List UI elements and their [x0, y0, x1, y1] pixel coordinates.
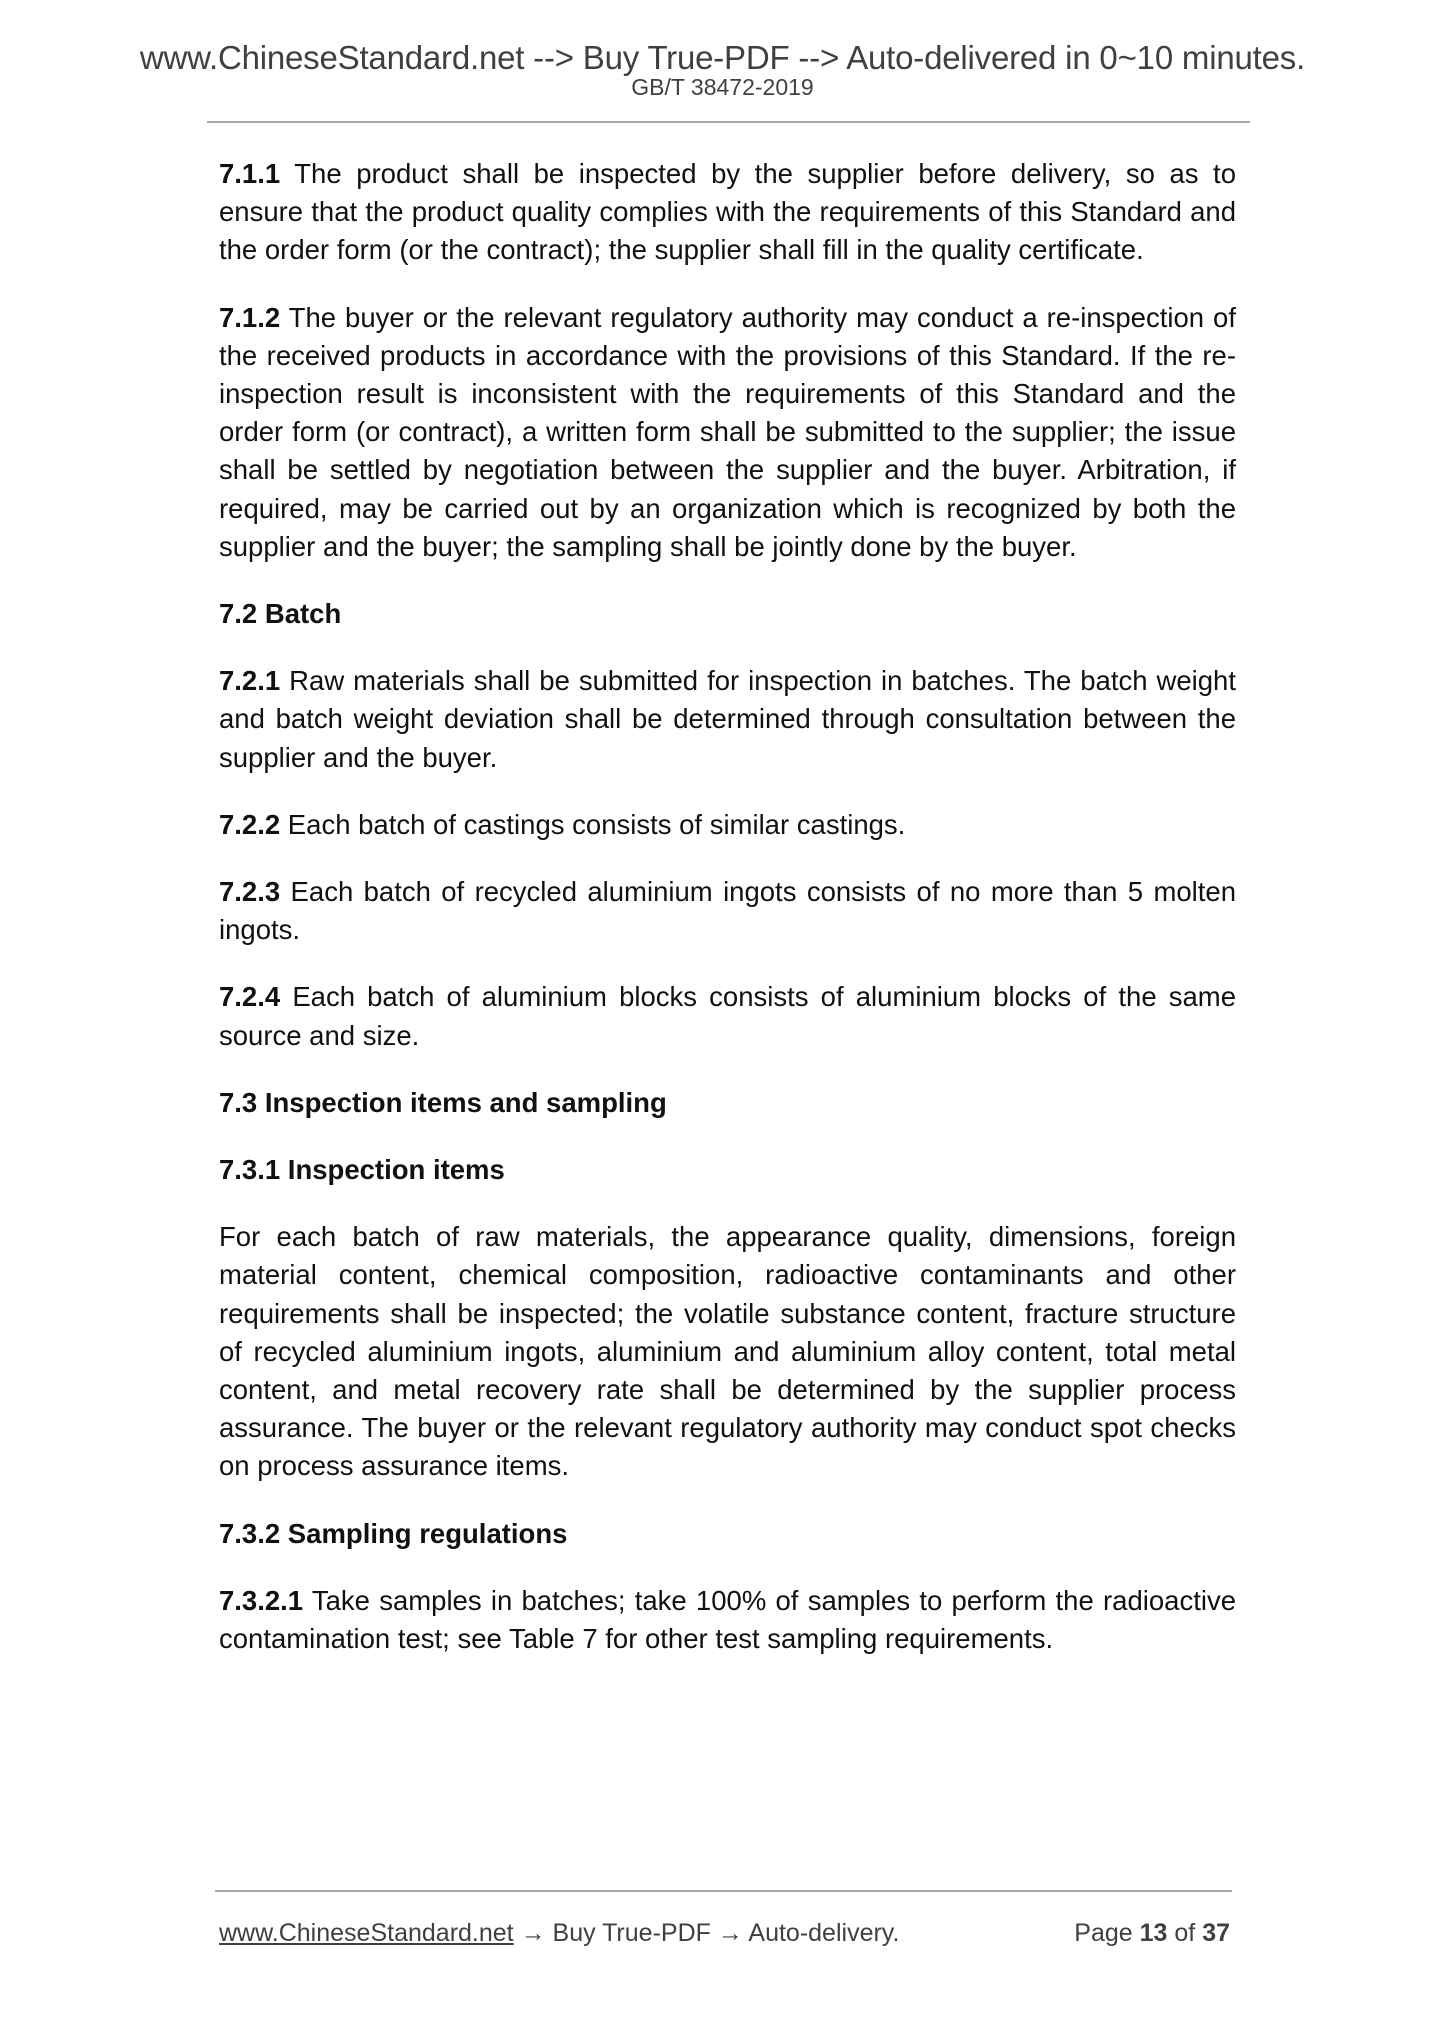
- footer-promo: [219, 1918, 899, 1948]
- clause-7-3-2-1: [219, 1582, 1236, 1658]
- document-body: [219, 155, 1236, 1687]
- clause-text: Raw materials shall be submitted for inspection in batches. The batch weight and batch weight deviation shall be determined through consultation between the supplier and the buyer.: [219, 665, 1236, 773]
- clause-text: Each batch of castings consists of similar castings.: [280, 808, 906, 840]
- standard-number: GB/T 38472-2019: [631, 74, 814, 100]
- section-heading-7-3: 7.3 Inspection items and sampling: [219, 1086, 667, 1118]
- clause-7-2-3: [219, 873, 1236, 949]
- clause-7-1-1: [219, 155, 1236, 270]
- inspection-items-paragraph: For each batch of raw materials, the appearance quality, dimensions, foreign material content, chemical composition, radioactive contaminants and other requirements shall be inspected; the volatile substance content, fracture structure of recycled aluminium ingots, aluminium and aluminium alloy content, total metal content, and metal recovery rate shall be determined by the supplier process assurance. The buyer or the relevant regulatory authority may conduct spot checks on process assurance items.: [219, 1221, 1236, 1482]
- clause-number: 7.1.1: [219, 158, 281, 189]
- page-footer: [219, 1918, 1230, 1948]
- clause-text: Each batch of recycled aluminium ingots consists of no more than 5 molten ingots.: [219, 876, 1236, 946]
- header-divider: [207, 121, 1250, 123]
- page-indicator: Page 13 of 37: [1074, 1919, 1230, 1947]
- section-heading-7-3-2: 7.3.2 Sampling regulations: [219, 1517, 568, 1549]
- clause-number: 7.2.1: [219, 665, 281, 697]
- clause-number: 7.2.4: [219, 981, 281, 1013]
- clause-text: The buyer or the relevant regulatory authority may conduct a re-inspection of the received products in accordance with the provisions of this Standard. If the re-inspection result is inconsistent with the requirements of this Standard and the order form (or contract), a written form shall be submitted to the supplier; the issue shall be settled by negotiation between the supplier and the buyer. Arbitration, if required, may be carried out by an organization which is recognized by both the supplier and the buyer; the sampling shall be jointly done by the buyer.: [219, 301, 1236, 562]
- section-heading-7-3-1: 7.3.1 Inspection items: [219, 1154, 505, 1186]
- header-banner: www.ChineseStandard.net --> Buy True-PDF --> Auto-delivered in 0~10 minutes.: [139, 39, 1306, 76]
- current-page: 13: [1139, 1919, 1168, 1947]
- section-heading-7-2: 7.2 Batch: [219, 598, 342, 630]
- clause-7-1-2: [219, 299, 1236, 566]
- clause-7-2-2: [219, 806, 1236, 844]
- clause-number: 7.2.3: [219, 876, 281, 908]
- clause-number: 7.2.2: [219, 808, 281, 840]
- total-pages: 37: [1202, 1919, 1230, 1947]
- clause-number: 7.1.2: [219, 301, 281, 333]
- footer-site-link[interactable]: www.ChineseStandard.net: [219, 1919, 514, 1947]
- clause-text: Each batch of aluminium blocks consists of aluminium blocks of the same source and size.: [219, 981, 1236, 1051]
- footer-divider: [215, 1890, 1232, 1892]
- clause-text: Take samples in batches; take 100% of samples to perform the radioactive contamination test; see Table 7 for other test sampling requirements.: [219, 1584, 1236, 1655]
- clause-number: 7.3.2.1: [219, 1584, 304, 1616]
- footer-promo-text: → Buy True-PDF → Auto-delivery.: [513, 1919, 900, 1947]
- clause-7-2-4: [219, 978, 1236, 1054]
- clause-7-2-1: [219, 662, 1236, 777]
- clause-text: The product shall be inspected by the supplier before delivery, so as to ensure that the product quality complies with the requirements of this Standard and the order form (or the contract); the supplier shall fill in the quality certificate.: [219, 158, 1236, 266]
